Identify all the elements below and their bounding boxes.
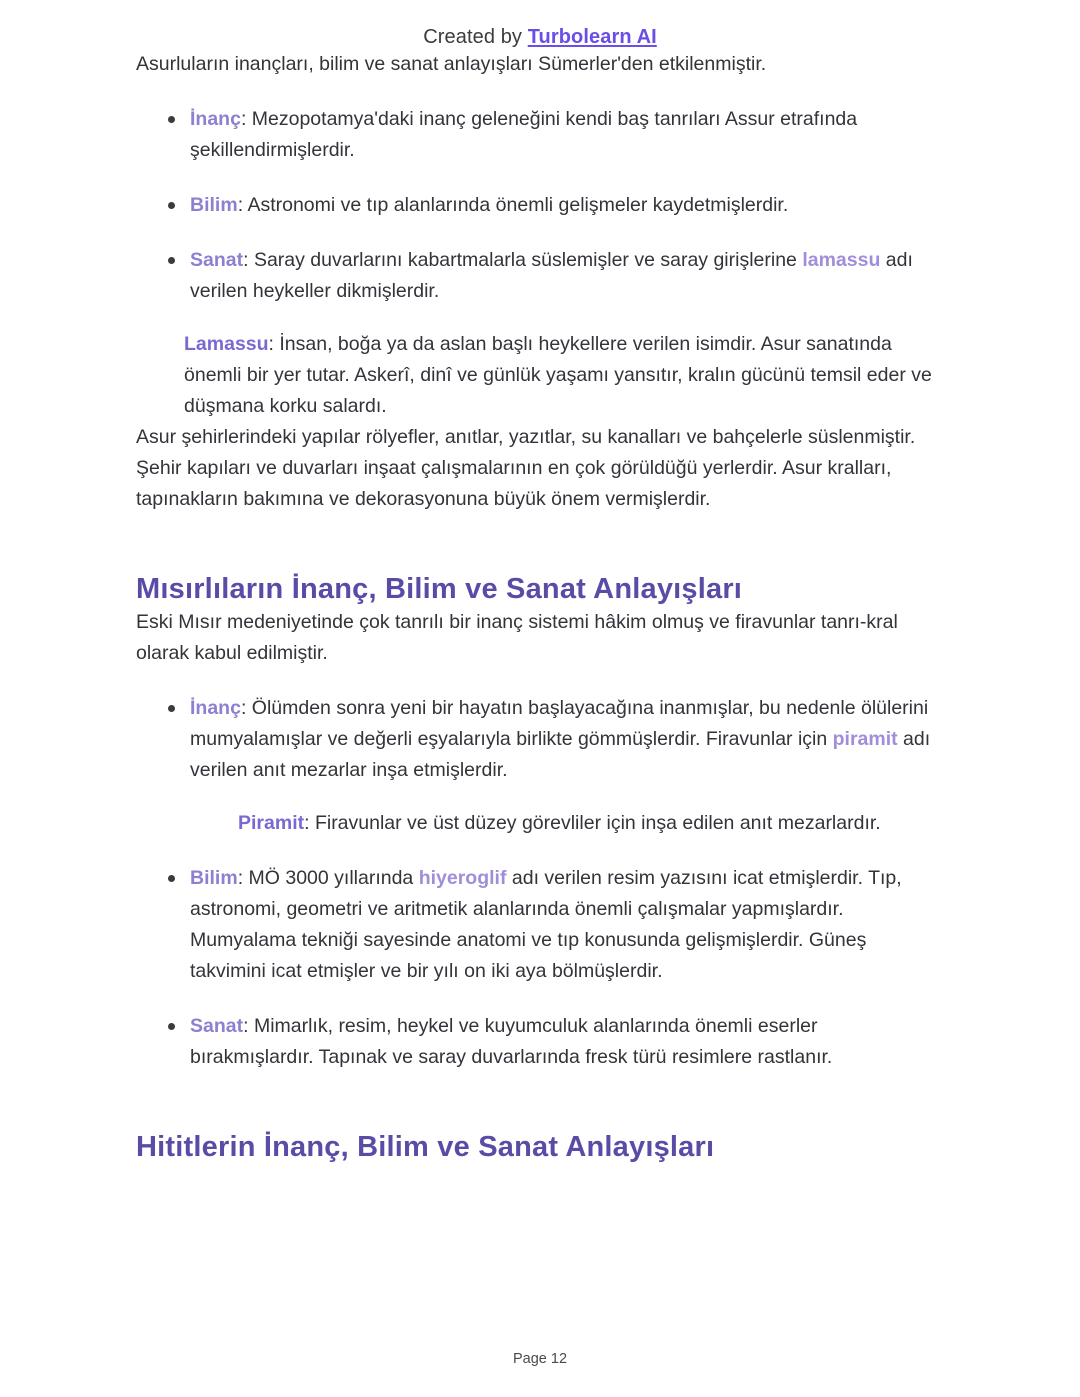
term-label: Bilim: [190, 867, 238, 889]
page-footer: [0, 1351, 1080, 1367]
definition-text: : Firavunlar ve üst düzey görevliler için inşa edilen anıt mezarlardır.: [304, 812, 881, 834]
list-item: [136, 104, 946, 166]
list-item-text: : Mezopotamya'daki inanç geleneğini kendi baş tanrıları Assur etrafında şekillendirmişlerdir.: [190, 108, 858, 161]
document-content: [0, 49, 1080, 1165]
term-label: Lamassu: [184, 333, 269, 355]
section-heading-hittite: Hititlerin İnanç, Bilim ve Sanat Anlayışları: [136, 1131, 715, 1163]
bullet-dot-icon: [168, 202, 175, 209]
term-label: Sanat: [190, 249, 244, 271]
section-heading-egypt: Mısırlıların İnanç, Bilim ve Sanat Anlayışları: [136, 573, 743, 605]
bullet-dot-icon: [168, 705, 175, 712]
term-label: Sanat: [190, 1015, 244, 1037]
piramit-definition: [238, 808, 946, 839]
list-item: [136, 693, 946, 839]
lamassu-definition: [184, 329, 946, 422]
list-item: [136, 863, 946, 987]
inline-term-hiyeroglif: hiyeroglif: [418, 867, 507, 889]
bullet-dot-icon: [168, 257, 175, 264]
list-item-text-after: adı verilen resim yazısını icat etmişlerdir. Tıp, astronomi, geometri ve aritmetik alanlarında önemli çalışmalar yapmışlardır. Mumyalama tekniği sayesinde anatomi ve tıp konusunda gelişmişlerdir. Güneş takvimini icat etmişler ve bir yılı on iki aya bölmüşlerdir.: [190, 867, 902, 982]
list-item: [136, 190, 946, 221]
inline-term-lamassu: lamassu: [802, 249, 881, 271]
assyrian-bullet-list: [136, 104, 946, 307]
turbolearn-brand-link[interactable]: Turbolearn AI: [527, 26, 657, 48]
egypt-intro-paragraph: Eski Mısır medeniyetinde çok tanrılı bir inanç sistemi hâkim olmuş ve firavunlar tanrı-kral olarak kabul edilmiştir.: [136, 611, 898, 664]
bullet-dot-icon: [168, 116, 175, 123]
header-prefix-text: Created by: [423, 26, 528, 48]
list-item-text-before: : Ölümden sonra yeni bir hayatın başlayacağına inanmışlar, bu nedenle ölülerini mumyalamışlar ve değerli eşyalarıyla birlikte gömmüşlerdir. Firavunlar için: [190, 697, 929, 750]
assyrian-closing-paragraph: Asur şehirlerindeki yapılar rölyefler, anıtlar, yazıtlar, su kanalları ve bahçelerle süslenmiştir. Şehir kapıları ve duvarları inşaat çalışmalarının en çok görüldüğü yerlerdir. Asur kralları, tapınakların bakımına ve dekorasyonuna büyük önem vermişlerdir.: [136, 426, 916, 510]
term-label: Bilim: [190, 194, 238, 216]
egypt-bullet-list: [136, 693, 946, 1073]
definition-text: : İnsan, boğa ya da aslan başlı heykellere verilen isimdir. Asur sanatında önemli bir yer tutar. Askerî, dinî ve günlük yaşamı yansıtır, kralın gücünü temsil eder ve düşmana korku salardı.: [184, 333, 932, 417]
list-item-text: : Mimarlık, resim, heykel ve kuyumculuk alanlarında önemli eserler bırakmışlardır. Tapınak ve saray duvarlarında fresk türü resimlere rastlanır.: [190, 1015, 833, 1068]
page-number-label: Page 12: [512, 1351, 568, 1367]
term-label: İnanç: [190, 697, 241, 719]
list-item-text-after: adı verilen anıt mezarlar inşa etmişlerdir.: [190, 728, 931, 781]
assyrian-intro-paragraph: Asurluların inançları, bilim ve sanat anlayışları Sümerler'den etkilenmiştir.: [136, 53, 767, 75]
term-label: İnanç: [190, 108, 241, 130]
list-item-text-after: adı verilen heykeller dikmişlerdir.: [190, 249, 913, 302]
list-item-text-before: : Saray duvarlarını kabartmalarla süslemişler ve saray girişlerine: [243, 249, 803, 271]
inline-term-piramit: piramit: [832, 728, 898, 750]
bullet-dot-icon: [168, 875, 175, 882]
list-item-text-before: : MÖ 3000 yıllarında: [237, 867, 419, 889]
page-header: [0, 0, 1080, 49]
bullet-dot-icon: [168, 1023, 175, 1030]
list-item-text: : Astronomi ve tıp alanlarında önemli gelişmeler kaydetmişlerdir.: [237, 194, 789, 216]
term-label: Piramit: [238, 812, 305, 834]
list-item: [136, 1011, 946, 1073]
list-item: [136, 245, 946, 307]
